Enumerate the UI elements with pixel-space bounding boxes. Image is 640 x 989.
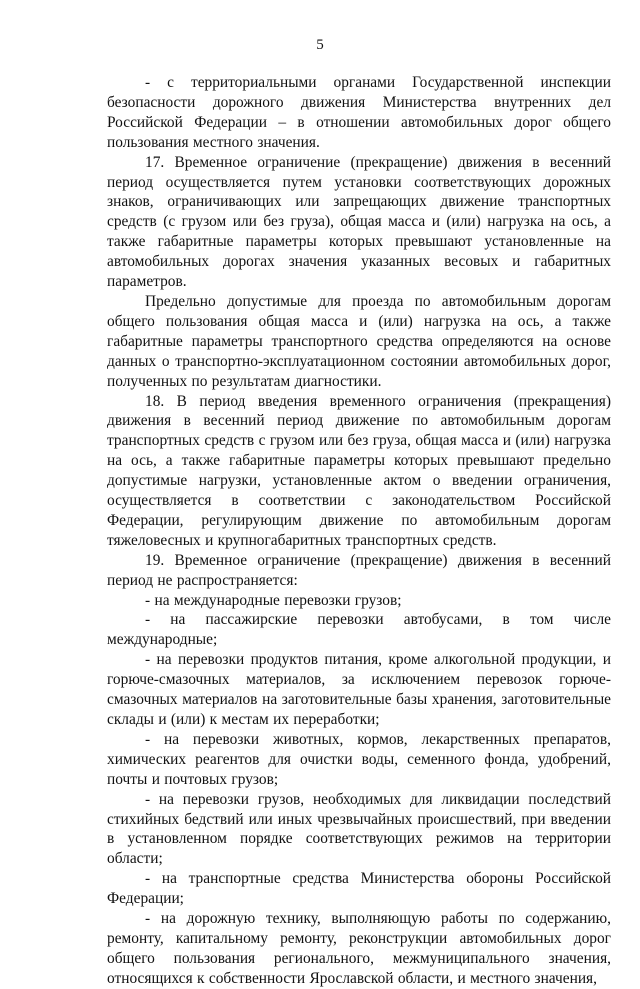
- paragraph-17-restriction-method: 17. Временное ограничение (прекращение) движения в весенний период осуществляется путем установки соответствующих дорожных знаков, ограничивающих или запрещающих движение транспортных средств (с грузом или без груза), общая масса и (или) нагрузка на ось, а также габаритные параметры которых превышают установленные на автомобильных дорогах значения указанных весовых и габаритных параметров.: [107, 153, 611, 291]
- paragraph-traffic-inspection: - с территориальными органами Государственной инспекции безопасности дорожного движения Министерства внутренних дел Российской Федерации – в отношении автомобильных дорог общего пользования местного значения.: [107, 74, 611, 151]
- list-item-defense-ministry: - на транспортные средства Министерства обороны Российской Федерации;: [107, 870, 611, 908]
- paragraph-permissible-loads: Предельно допустимые для проезда по автомобильным дорогам общего пользования общая масса и (или) нагрузка на ось, а также габаритные параметры транспортного средства определяются на основе данных о транспортно-эксплуатационном состоянии автомобильных дорог, полученных по результатам диагностики.: [107, 292, 611, 390]
- paragraph-19-exemptions-intro: 19. Временное ограничение (прекращение) движения в весенний период не распространяется:: [107, 551, 611, 589]
- list-item-international-cargo: - на международные перевозки грузов;: [145, 591, 402, 609]
- paragraph-18-heavy-vehicles: 18. В период введения временного ограничения (прекращения) движения в весенний период движение по автомобильным дорогам транспортных средств с грузом или без груза, общая масса и (или) нагрузка на ось, а также габаритные параметры которых превышают предельно допустимые нагрузки, установленные актом о введении ограничения, осуществляется в соответствии с законодательством Российской Федерации, регулирующим движение по автомобильным дорогам тяжеловесных и крупногабаритных транспортных средств.: [107, 392, 611, 549]
- list-item-animals-medicines-mail: - на перевозки животных, кормов, лекарственных препаратов, химических реагентов для очистки воды, семенного фонда, удобрений, почты и почтовых грузов;: [107, 730, 611, 788]
- list-item-food-and-fuel: - на перевозки продуктов питания, кроме алкогольной продукции, и горюче-смазочных материалов, за исключением перевозок горюче-смазочных материалов на заготовительные базы хранения, заготовительные склады и (или) к местам их переработки;: [107, 651, 611, 728]
- list-item-emergency-cargo: - на перевозки грузов, необходимых для ликвидации последствий стихийных бедствий или иных чрезвычайных происшествий, при введении в установленном порядке соответствующих режимов на территории области;: [107, 790, 611, 868]
- list-item-road-maintenance: - на дорожную технику, выполняющую работы по содержанию, ремонту, капитальному ремонту, реконструкции автомобильных дорог общего пользования регионального, межмуниципального значения, относящихся к собственности Ярославской области, и местного значения,: [107, 910, 611, 987]
- list-item-passenger-buses: - на пассажирские перевозки автобусами, в том числе международные;: [107, 611, 611, 649]
- document-body: [107, 73, 611, 989]
- page-number: 5: [316, 37, 324, 53]
